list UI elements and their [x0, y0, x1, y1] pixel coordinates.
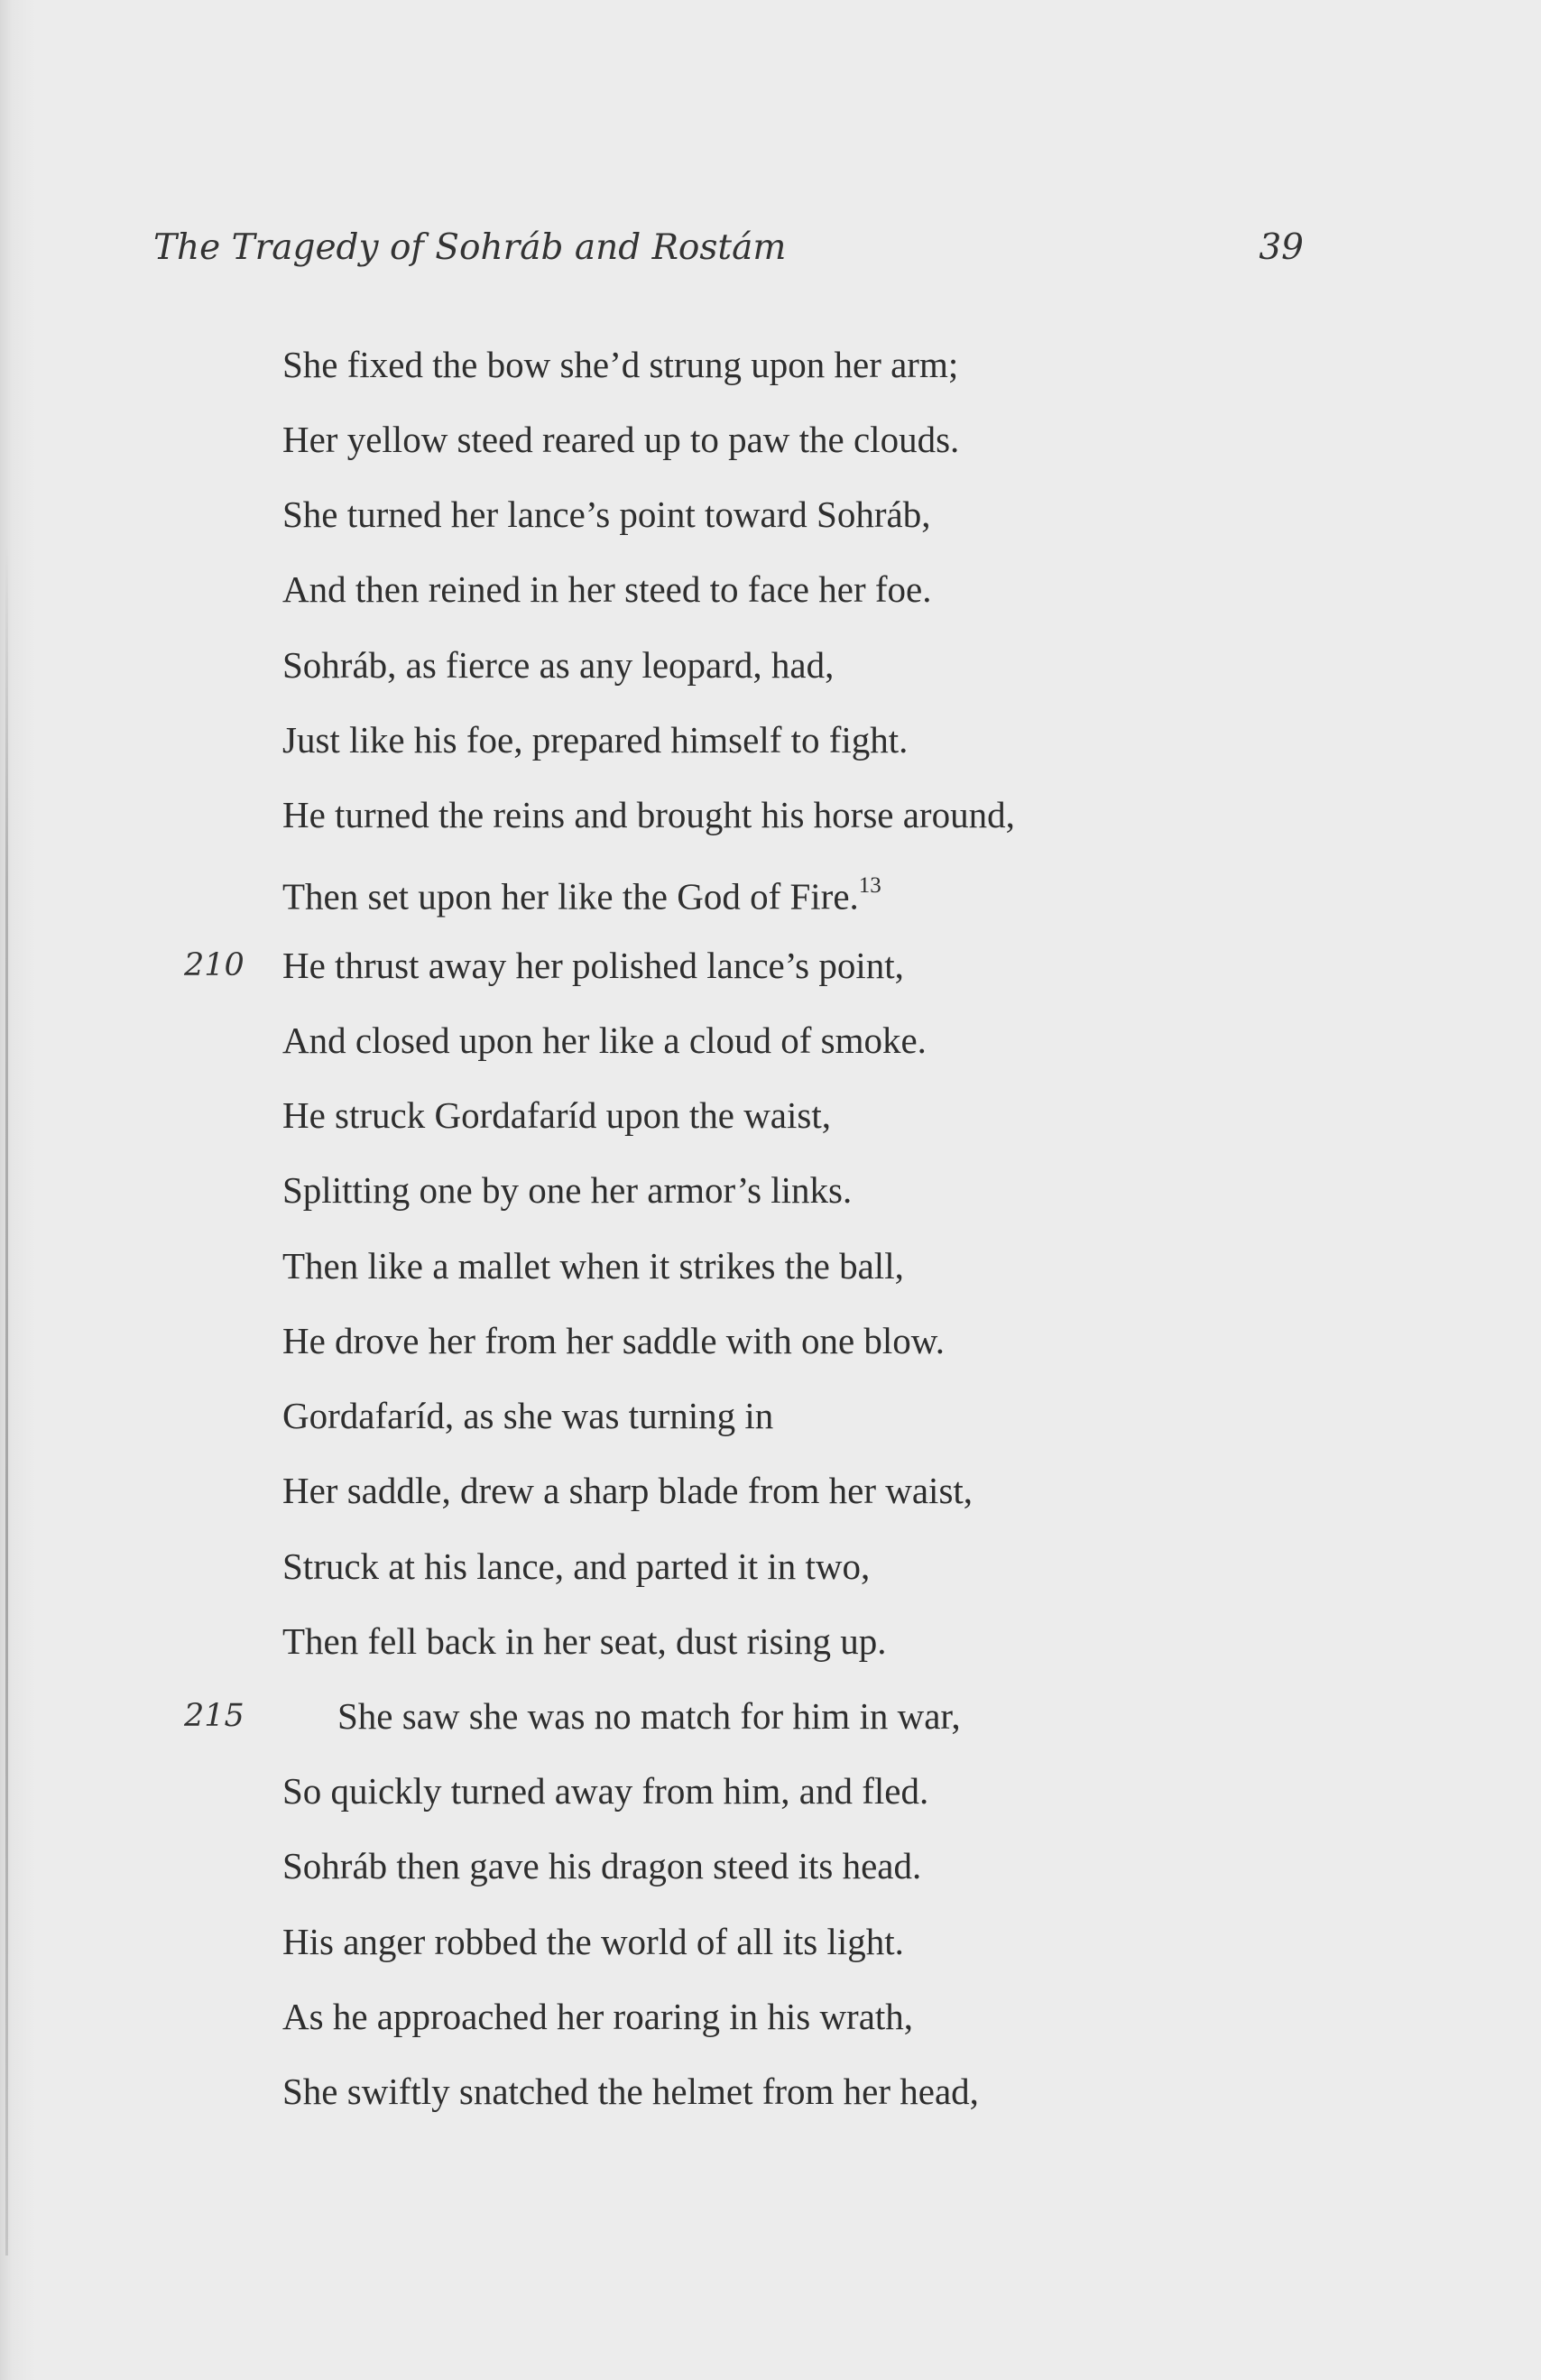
running-head	[153, 227, 1304, 281]
verse-line: He thrust away her polished lance’s point,	[282, 945, 904, 986]
verse-line: And closed upon her like a cloud of smoke.	[282, 1019, 927, 1061]
running-title: The Tragedy of Sohráb and Rostám	[153, 227, 787, 268]
line-number-215: 215	[184, 1698, 245, 1734]
page-number: 39	[1259, 227, 1304, 268]
verse-line-indented: She saw she was no match for him in war,	[337, 1695, 961, 1737]
verse-line-text: Then set upon her like the God of Fire.	[282, 875, 859, 918]
verse-line: He drove her from her saddle with one blow.	[282, 1320, 945, 1361]
verse-line: Splitting one by one her armor’s links.	[282, 1169, 853, 1211]
verse-line-with-footnote	[282, 868, 881, 918]
verse-line: And then reined in her steed to face her foe.	[282, 568, 932, 610]
line-number-210: 210	[184, 947, 245, 983]
verse-line: As he approached her roaring in his wrath,	[282, 1996, 914, 2037]
verse-line: Her yellow steed reared up to paw the clouds.	[282, 419, 960, 460]
verse-line: Her saddle, drew a sharp blade from her waist,	[282, 1470, 974, 1511]
verse-line: So quickly turned away from him, and fled.	[282, 1770, 929, 1812]
footnote-marker[interactable]: 13	[858, 873, 881, 898]
verse-line: Just like his foe, prepared himself to fight.	[282, 719, 909, 761]
verse-line: Struck at his lance, and parted it in two,	[282, 1545, 871, 1587]
verse-line: She swiftly snatched the helmet from her head,	[282, 2071, 979, 2112]
page-binding-edge	[5, 541, 8, 2255]
verse-line: Sohráb, as fierce as any leopard, had,	[282, 644, 835, 686]
verse-line: She turned her lance’s point toward Sohráb,	[282, 494, 931, 535]
verse-line: His anger robbed the world of all its light.	[282, 1921, 904, 1962]
verse-line: Gordafaríd, as she was turning in	[282, 1395, 774, 1436]
verse-line: He struck Gordafaríd upon the waist,	[282, 1094, 831, 1136]
verse-line: He turned the reins and brought his horse around,	[282, 794, 1015, 835]
verse-line: Then like a mallet when it strikes the ball,	[282, 1245, 904, 1287]
verse-line: Then fell back in her seat, dust rising up.	[282, 1620, 887, 1662]
verse-line: She fixed the bow she’d strung upon her arm;	[282, 344, 959, 385]
verse-line: Sohráb then gave his dragon steed its head.	[282, 1845, 922, 1886]
